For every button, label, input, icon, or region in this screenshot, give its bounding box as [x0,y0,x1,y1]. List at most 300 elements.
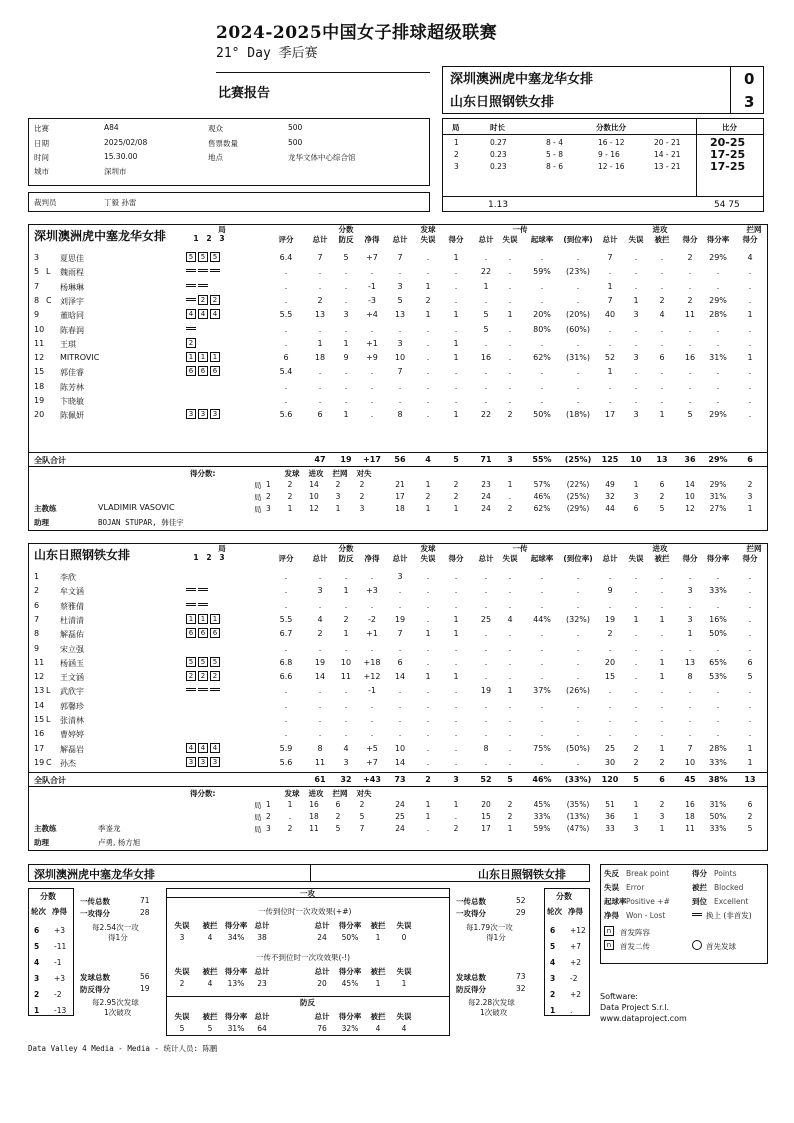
set-stat-value: 2 [453,492,459,501]
stat-s-tot: 10 [394,353,406,363]
away-col-b-pts: 得分 [742,554,758,563]
stat-r-pos: 44% [533,614,551,624]
away-player-row [30,727,770,741]
player-number: 2 [34,586,40,596]
stat-s-pts: 1 [453,410,459,420]
home-note4: 1次破攻 [104,1008,132,1017]
stat-r-exc: . [576,757,580,767]
set-sub-marker [186,298,196,301]
set-partial-16: 16 - 12 [598,138,625,147]
away-reception-header: 一传 [512,544,528,553]
set-start-box: 2 [198,671,208,681]
center-value: 3 [179,933,185,942]
stat-s-pts: . [454,643,458,653]
home-player-row [30,380,770,394]
player-number: 19 [34,757,45,767]
home-rot-title: 分数 [40,892,56,901]
center-sub2: 一传不到位时一次攻效果(-!) [256,953,351,962]
set-points-value: 2 [287,824,293,833]
set-markers [186,671,222,681]
stat-r-pos: . [540,367,544,377]
stat-r-tot: . [484,253,488,262]
away-s1-value: 73 [516,972,526,981]
stat-s-tot: 7 [397,629,403,639]
stat-r-tot: . [484,643,488,653]
player-name: 陈芳林 [60,382,84,392]
stat-s-pts: . [454,600,458,610]
set-index: 1 [266,480,271,489]
stat-tot: . [318,715,322,724]
away-assist-label: 助理 [34,838,49,847]
stat-bp: . [344,295,348,305]
away-serve-header: 发球 [420,544,436,553]
center-header: 得分率 [224,921,248,930]
stat-r-exc: (26%) [565,686,591,696]
stat-bp: . [344,324,348,334]
stat-r-tot: . [484,572,488,581]
stat-s-pts: . [454,572,458,581]
away-col-a-pct: 得分率 [706,554,730,563]
set-stat-value: 2 [507,800,513,809]
set-duration: 0.27 [490,138,507,147]
set-label: 局 [254,801,262,810]
stat-a-blo: . [660,253,664,262]
stat-r-err: . [508,338,512,348]
stat-b-pts: . [748,700,752,710]
stat-a-err: 2 [633,743,639,753]
set-index: 3 [266,504,271,513]
player-name: 王琪 [60,339,76,349]
away-total-label: 全队合计 [34,776,66,785]
rotation-net: +2 [570,958,582,967]
player-number: 14 [34,700,45,710]
stat-r-tot: . [484,396,488,405]
stat-b-pts: . [748,381,752,391]
stat-s-tot: . [398,700,402,710]
libero-captain-flag: L [46,267,51,277]
stat-b-pts: 1 [747,353,753,363]
stat-s-err: . [426,381,430,391]
away-col-a-pts: 得分 [682,554,698,563]
set-stat-value: (22%) [566,480,590,489]
away-sets-won: 3 [744,93,755,111]
center-header: 被拦 [370,1012,386,1021]
legend-label: 首发二传 [620,942,650,951]
stat-s-pts: 1 [453,672,459,682]
set-partial-8: 5 - 8 [546,150,564,159]
stat-s-err: . [426,324,430,334]
stat-s-tot: . [398,643,402,653]
center-header: 总计 [254,921,270,930]
away-col-r-err: 失误 [502,554,518,563]
stat-r-err: . [508,295,512,305]
away-player-row [30,627,770,641]
stat-a-pct: 33% [709,586,727,596]
away-point-serve-header: 发球 [284,789,300,798]
legend-desc: Positive +# [626,897,670,906]
set-points-value: 2 [287,492,293,501]
player-name: 牟文涵 [60,587,84,597]
stat-bp: 5 [343,253,349,262]
away-player-row [30,642,770,656]
rotation-number: 6 [34,926,40,935]
total-s-err: 2 [425,775,431,784]
stat-bp: . [344,367,348,377]
set-points-value: 3 [335,492,341,501]
legend-desc: Break point [626,869,670,878]
center-header: 总计 [254,1012,270,1021]
set-stat-value: 2 [453,480,459,489]
stat-b-pts: . [748,586,752,596]
home-note3: 每2.95次发球 [92,998,139,1007]
total-a-tot: 120 [601,775,619,784]
stat-a-pts: 3 [687,586,693,596]
stat-a-pct: . [716,281,720,291]
center-header: 总计 [314,921,330,930]
stat-s-err: . [426,367,430,377]
away-point-opp-error-header: 对失 [356,789,372,798]
player-number: 8 [34,629,40,639]
set-start-box: 4 [186,309,196,319]
stat-a-err: 3 [633,310,639,320]
set-stat-value: 1 [633,480,639,489]
set-sub-marker [198,284,208,287]
home-col-tot: 总计 [312,235,328,244]
set-points-value: 18 [309,812,319,821]
stat-a-tot: . [608,396,612,405]
stat-s-pts: . [454,267,458,277]
total-a-pts: 36 [684,455,696,464]
stat-b-pts: 1 [747,757,753,767]
stat-a-pts: . [688,643,692,653]
set-stat-value: 2 [747,812,753,821]
total-r-tot: 71 [480,455,492,464]
set-stat-value: 17 [481,824,491,833]
away-s2-label: 防反得分 [456,985,486,994]
set-start-box: 5 [198,252,208,262]
rotation-net: -1 [54,958,62,967]
set-sub-marker [210,269,220,272]
stat-r-pos: . [540,586,544,596]
total-s-pts: 3 [453,775,459,784]
home-total-label: 全队合计 [34,456,66,465]
rotation-net: -2 [54,990,62,999]
home-r2-label: 一攻得分 [80,909,110,918]
set-stat-value: 23 [481,480,491,489]
away-coach-label: 主教练 [34,824,57,833]
home-col-s-err: 失误 [420,235,436,244]
stat-tot: 1 [317,338,323,348]
match-time: 15.30.00 [104,152,138,161]
away-player-row [30,756,770,770]
away-col-s-tot: 总计 [392,554,408,563]
stat-r-exc: . [576,572,580,581]
paid-label: 售票数量 [208,139,238,148]
stat-vote: . [284,381,288,391]
rotation-net: +2 [570,990,582,999]
player-name: MITROVIC [60,353,100,363]
set-stat-value: 10 [685,492,695,501]
home-r1-value: 71 [140,896,150,905]
home-points-header: 分数 [338,225,354,234]
stat-b-pts: . [748,600,752,610]
stat-wl: . [370,324,374,334]
rotation-net: . [570,1006,573,1015]
set-start-box: 4 [198,309,208,319]
set-partial-16: 12 - 16 [598,162,625,171]
total-r-err: 5 [507,775,513,784]
set-stat-value: 1 [507,824,513,833]
set-markers [186,295,222,305]
stat-r-exc: . [576,253,580,262]
stat-vote: . [284,338,288,348]
player-number: 6 [34,600,40,610]
set-stat-value: . [508,492,512,501]
stat-b-pts: . [748,295,752,305]
set-points-value: 16 [309,800,319,809]
stat-bp: 1 [343,410,349,420]
set-partial-16: 9 - 16 [598,150,620,159]
city-label: 城市 [34,167,49,176]
set-stat-value: 3 [633,824,639,833]
stat-a-pts: . [688,396,692,405]
stat-a-tot: 1 [607,367,613,377]
libero-captain-flag: C [46,757,52,767]
set-markers [186,743,222,753]
stat-r-err: 1 [507,686,513,696]
home-set-col-3: 3 [219,234,225,243]
set-duration: 0.23 [490,150,507,159]
stat-r-exc: . [576,657,580,667]
set-start-box: 2 [210,671,220,681]
total-bp: 32 [340,775,352,784]
stat-wl: . [370,396,374,405]
stat-wl: -2 [368,614,376,624]
set-points-value: 2 [359,800,365,809]
stat-vote: . [284,600,288,610]
software-label: Software: [600,992,638,1001]
set-stat-value: (25%) [566,492,590,501]
center-header: 得分率 [224,1012,248,1021]
set-stat-value: 25 [395,812,405,821]
stat-a-blo: . [660,281,664,291]
match-city: 深圳市 [104,167,127,176]
stat-tot: 2 [317,295,323,305]
away-col-r-tot: 总计 [478,554,494,563]
stat-r-tot: 22 [480,267,492,277]
stat-s-err: . [426,396,430,405]
total-a-err: 10 [630,455,642,464]
stat-r-pos: . [540,672,544,682]
rotation-net: -11 [54,942,67,951]
rotation-number: 2 [550,990,556,999]
stat-a-pts: . [688,572,692,581]
stat-b-pts: 1 [747,310,753,320]
stat-a-pct: 53% [709,672,727,682]
set-start-box: 1 [198,614,208,624]
set-stat-value: 3 [659,812,665,821]
stat-b-pts: . [748,324,752,334]
set-stat-value: (47%) [566,824,590,833]
stat-a-blo: 1 [659,614,665,624]
stat-r-pos: 20% [533,310,551,320]
stat-r-tot: . [484,657,488,667]
stat-s-err: . [426,757,430,767]
stat-s-err: . [426,686,430,696]
set-label: 局 [254,481,262,490]
stat-r-err: 2 [507,410,513,420]
stat-s-err: . [426,600,430,610]
stat-a-blo: . [660,715,664,724]
stat-r-pos: . [540,729,544,739]
stat-a-pts: 2 [687,295,693,305]
stat-a-err: . [634,586,638,596]
stat-wl: +1 [366,338,378,348]
set-points-value: 2 [359,480,365,489]
stat-a-pts: . [688,281,692,291]
stat-bp: . [344,600,348,610]
home-col-a-blo: 被拦 [654,235,670,244]
stat-s-err: . [426,353,430,363]
divider [216,72,430,73]
stat-a-blo: . [660,324,664,334]
away-r1-value: 52 [516,896,526,905]
set-markers [186,600,210,609]
rotation-number: 1 [34,1006,40,1015]
set-start-box: 5 [210,657,220,667]
spectators: 500 [288,123,303,132]
set-start-box: 5 [186,252,196,262]
player-name: 曹婷婷 [60,730,84,740]
stat-wl: +9 [366,353,378,363]
set-points-value: 5 [335,824,341,833]
stat-a-blo: . [660,686,664,696]
stat-wl: . [370,729,374,739]
stat-r-exc: (23%) [565,267,591,277]
player-number: 11 [34,338,45,348]
stat-s-tot: . [398,600,402,610]
set-points-value: 1 [287,800,293,809]
set-stat-value: 15 [481,812,491,821]
home-col-a-pct: 得分率 [706,235,730,244]
stat-r-tot: . [484,367,488,377]
player-number: 15 [34,715,45,724]
date-label: 日期 [34,139,49,148]
stat-s-err: . [426,700,430,710]
set-stat-value: 2 [507,812,513,821]
player-number: 13 [34,686,45,696]
player-number: 18 [34,381,45,391]
home-player-row [30,337,770,351]
match-date: 2025/02/08 [104,138,148,147]
center-header: 失误 [174,967,190,976]
player-number: 20 [34,410,45,420]
stat-r-pos: . [540,396,544,405]
set-stat-value: 1 [425,812,431,821]
player-name: 陈春润 [60,325,84,335]
set-stat-value: 24 [481,492,491,501]
stat-a-blo: . [660,267,664,277]
stat-a-tot: 7 [607,295,613,305]
stat-wl: +18 [363,657,381,667]
libero-captain-flag: L [46,715,51,724]
set-start-box: 3 [210,409,220,419]
sets-hdr-duration: 时长 [490,123,505,132]
stat-tot: 19 [314,657,326,667]
stat-s-tot: 7 [397,367,403,377]
stat-r-exc: . [576,700,580,710]
legend-key: 净得 [604,911,619,920]
stat-bp: . [344,281,348,291]
stat-s-tot: 7 [397,253,403,262]
set-stat-value: 36 [605,812,615,821]
stat-a-err: . [634,643,638,653]
sets-hdr-score: 比分 [722,123,737,132]
stat-tot: . [318,381,322,391]
starter-box-icon: n [604,926,614,936]
set-points-value: 2 [335,480,341,489]
set-points-value: 14 [309,480,319,489]
stat-tot: . [318,643,322,653]
stat-a-pct: . [716,381,720,391]
stat-s-err: . [426,410,430,420]
set-stat-value: (29%) [566,504,590,513]
stat-a-tot: 1 [607,281,613,291]
legend-key: 到位 [692,897,707,906]
stat-r-tot: . [484,381,488,391]
stat-a-pct: . [716,729,720,739]
footer-credit: Data Valley 4 Media - Media - 统计人员: 陈鹏 [28,1044,218,1053]
player-number: 9 [34,643,40,653]
home-player-row [30,351,770,365]
stat-r-err: . [508,572,512,581]
stat-vote: . [284,643,288,653]
stat-s-err: 1 [425,310,431,320]
stat-r-exc: (31%) [565,353,591,363]
set-sub-marker [186,269,196,272]
stat-vote: 5.9 [279,743,293,753]
set-stat-value: 33% [709,824,727,833]
set-stat-value: 20 [481,800,491,809]
stat-a-tot: 17 [604,410,616,420]
paid: 500 [288,138,303,147]
stat-a-tot: . [608,267,612,277]
stat-r-tot: . [484,338,488,348]
set-stat-value: 6 [659,480,665,489]
away-col-bp: 防反 [338,554,354,563]
stat-s-err: . [426,267,430,277]
stat-a-pct: 50% [709,629,727,639]
player-name: 魏雨程 [60,268,84,278]
stat-r-tot: . [484,757,488,767]
stat-s-pts: 1 [453,253,459,262]
set-stat-value: 1 [659,824,665,833]
set-points-value: 3 [359,504,365,513]
player-number: 3 [34,253,40,262]
set-start-box: 3 [186,409,196,419]
stat-s-tot: . [398,267,402,277]
stat-vote: 6.6 [279,672,293,682]
set-start-box: 2 [210,295,220,305]
stat-vote: . [284,572,288,581]
sets-hdr-partial: 分数比分 [596,123,626,132]
home-col-a-tot: 总计 [602,235,618,244]
set-start-box: 1 [186,614,196,624]
home-player-row [30,365,770,379]
stat-s-err: 2 [425,295,431,305]
home-total-row [30,453,770,467]
set-start-box: 2 [186,338,196,348]
